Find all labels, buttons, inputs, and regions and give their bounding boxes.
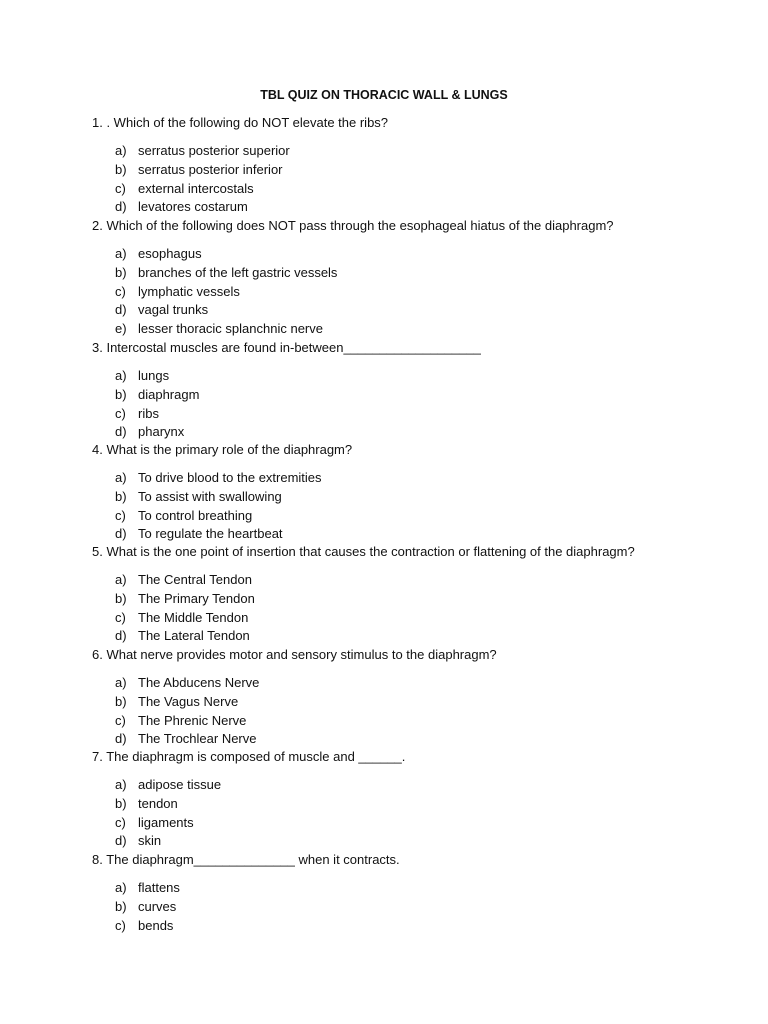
option-text: The Trochlear Nerve	[138, 731, 257, 747]
option-letter: d)	[115, 302, 127, 318]
answer-option	[115, 610, 515, 626]
option-text: To assist with swallowing	[138, 488, 282, 504]
answer-option	[115, 796, 515, 812]
option-letter: c)	[115, 917, 126, 933]
option-text: lesser thoracic splanchnic nerve	[138, 321, 323, 337]
option-letter: b)	[115, 898, 127, 914]
option-text: ribs	[138, 405, 159, 421]
question-5: 5. What is the one point of insertion that causes the contraction or flattening of the diaphragm?	[92, 544, 635, 559]
option-text: The Primary Tendon	[138, 590, 255, 606]
option-text: diaphragm	[138, 386, 200, 402]
option-text: adipose tissue	[138, 777, 222, 792]
option-letter: c)	[115, 507, 126, 523]
option-letter: a)	[115, 143, 127, 158]
option-text: levatores costarum	[138, 199, 248, 215]
option-text: vagal trunks	[138, 302, 209, 318]
question-4: 4. What is the primary role of the diaphragm?	[92, 442, 353, 457]
answer-option	[115, 424, 515, 440]
answer-option	[115, 246, 515, 262]
answer-option	[115, 815, 515, 831]
option-letter: b)	[115, 693, 127, 709]
question-8: 8. The diaphragm______________ when it contracts.	[92, 852, 400, 867]
option-letter: d)	[115, 424, 127, 440]
option-text: The Lateral Tendon	[138, 628, 250, 644]
answer-option	[115, 880, 515, 896]
answer-option	[115, 321, 515, 337]
answer-option	[115, 470, 515, 486]
answer-option	[115, 899, 515, 915]
answer-option	[115, 489, 515, 505]
question-1: 1. . Which of the following do NOT elevate the ribs?	[92, 115, 389, 130]
answer-option	[115, 833, 515, 849]
answer-option	[115, 162, 515, 178]
option-text: serratus posterior inferior	[138, 161, 283, 177]
option-letter: a)	[115, 880, 127, 895]
option-letter: b)	[115, 488, 127, 504]
answer-option	[115, 694, 515, 710]
answer-option	[115, 508, 515, 524]
answer-option	[115, 265, 515, 281]
option-text: skin	[138, 833, 162, 849]
answer-option	[115, 143, 515, 159]
option-text: external intercostals	[138, 180, 254, 196]
answer-option	[115, 387, 515, 403]
option-letter: c)	[115, 405, 126, 421]
option-letter: c)	[115, 283, 126, 299]
answer-option	[115, 591, 515, 607]
answer-option	[115, 526, 515, 542]
option-letter: c)	[115, 712, 126, 728]
option-letter: b)	[115, 386, 127, 402]
option-text: The Middle Tendon	[138, 609, 249, 625]
question-7: 7. The diaphragm is composed of muscle and ______.	[92, 749, 406, 764]
option-text: esophagus	[138, 246, 202, 261]
option-letter: a)	[115, 246, 127, 261]
answer-option	[115, 181, 515, 197]
option-letter: a)	[115, 675, 127, 690]
quiz-title: TBL QUIZ ON THORACIC WALL & LUNGS	[260, 88, 508, 102]
option-letter: a)	[115, 777, 127, 792]
option-text: The Phrenic Nerve	[138, 712, 247, 728]
option-letter: d)	[115, 628, 127, 644]
option-text: To control breathing	[138, 507, 253, 523]
option-text: serratus posterior superior	[138, 143, 290, 158]
option-text: To regulate the heartbeat	[138, 526, 283, 542]
answer-option	[115, 675, 515, 691]
option-letter: c)	[115, 814, 126, 830]
option-text: curves	[138, 898, 177, 914]
answer-option	[115, 628, 515, 644]
option-text: tendon	[138, 795, 178, 811]
answer-option	[115, 368, 515, 384]
option-letter: b)	[115, 590, 127, 606]
answer-option	[115, 572, 515, 588]
option-letter: b)	[115, 161, 127, 177]
option-letter: a)	[115, 368, 127, 383]
option-text: ligaments	[138, 814, 194, 830]
question-3: 3. Intercostal muscles are found in-between___________________	[92, 340, 481, 355]
option-text: The Abducens Nerve	[138, 675, 260, 690]
option-letter: d)	[115, 199, 127, 215]
answer-option	[115, 731, 515, 747]
option-letter: c)	[115, 609, 126, 625]
option-letter: b)	[115, 795, 127, 811]
option-letter: d)	[115, 833, 127, 849]
option-letter: d)	[115, 731, 127, 747]
option-letter: c)	[115, 180, 126, 196]
option-letter: b)	[115, 264, 127, 280]
option-text: bends	[138, 917, 174, 933]
option-letter: e)	[115, 321, 127, 337]
option-text: lungs	[138, 368, 170, 383]
option-letter: a)	[115, 572, 127, 587]
answer-option	[115, 918, 515, 934]
question-6: 6. What nerve provides motor and sensory stimulus to the diaphragm?	[92, 647, 497, 662]
option-letter: a)	[115, 470, 127, 485]
option-text: branches of the left gastric vessels	[138, 264, 338, 280]
option-text: To drive blood to the extremities	[138, 470, 322, 485]
option-letter: d)	[115, 526, 127, 542]
option-text: flattens	[138, 880, 180, 895]
question-2: 2. Which of the following does NOT pass through the esophageal hiatus of the diaphragm?	[92, 218, 614, 233]
answer-option	[115, 777, 515, 793]
answer-option	[115, 284, 515, 300]
option-text: pharynx	[138, 424, 185, 440]
option-text: The Vagus Nerve	[138, 693, 239, 709]
answer-option	[115, 199, 515, 215]
answer-option	[115, 713, 515, 729]
answer-option	[115, 406, 515, 422]
option-text: The Central Tendon	[138, 572, 252, 587]
answer-option	[115, 302, 515, 318]
option-text: lymphatic vessels	[138, 283, 240, 299]
